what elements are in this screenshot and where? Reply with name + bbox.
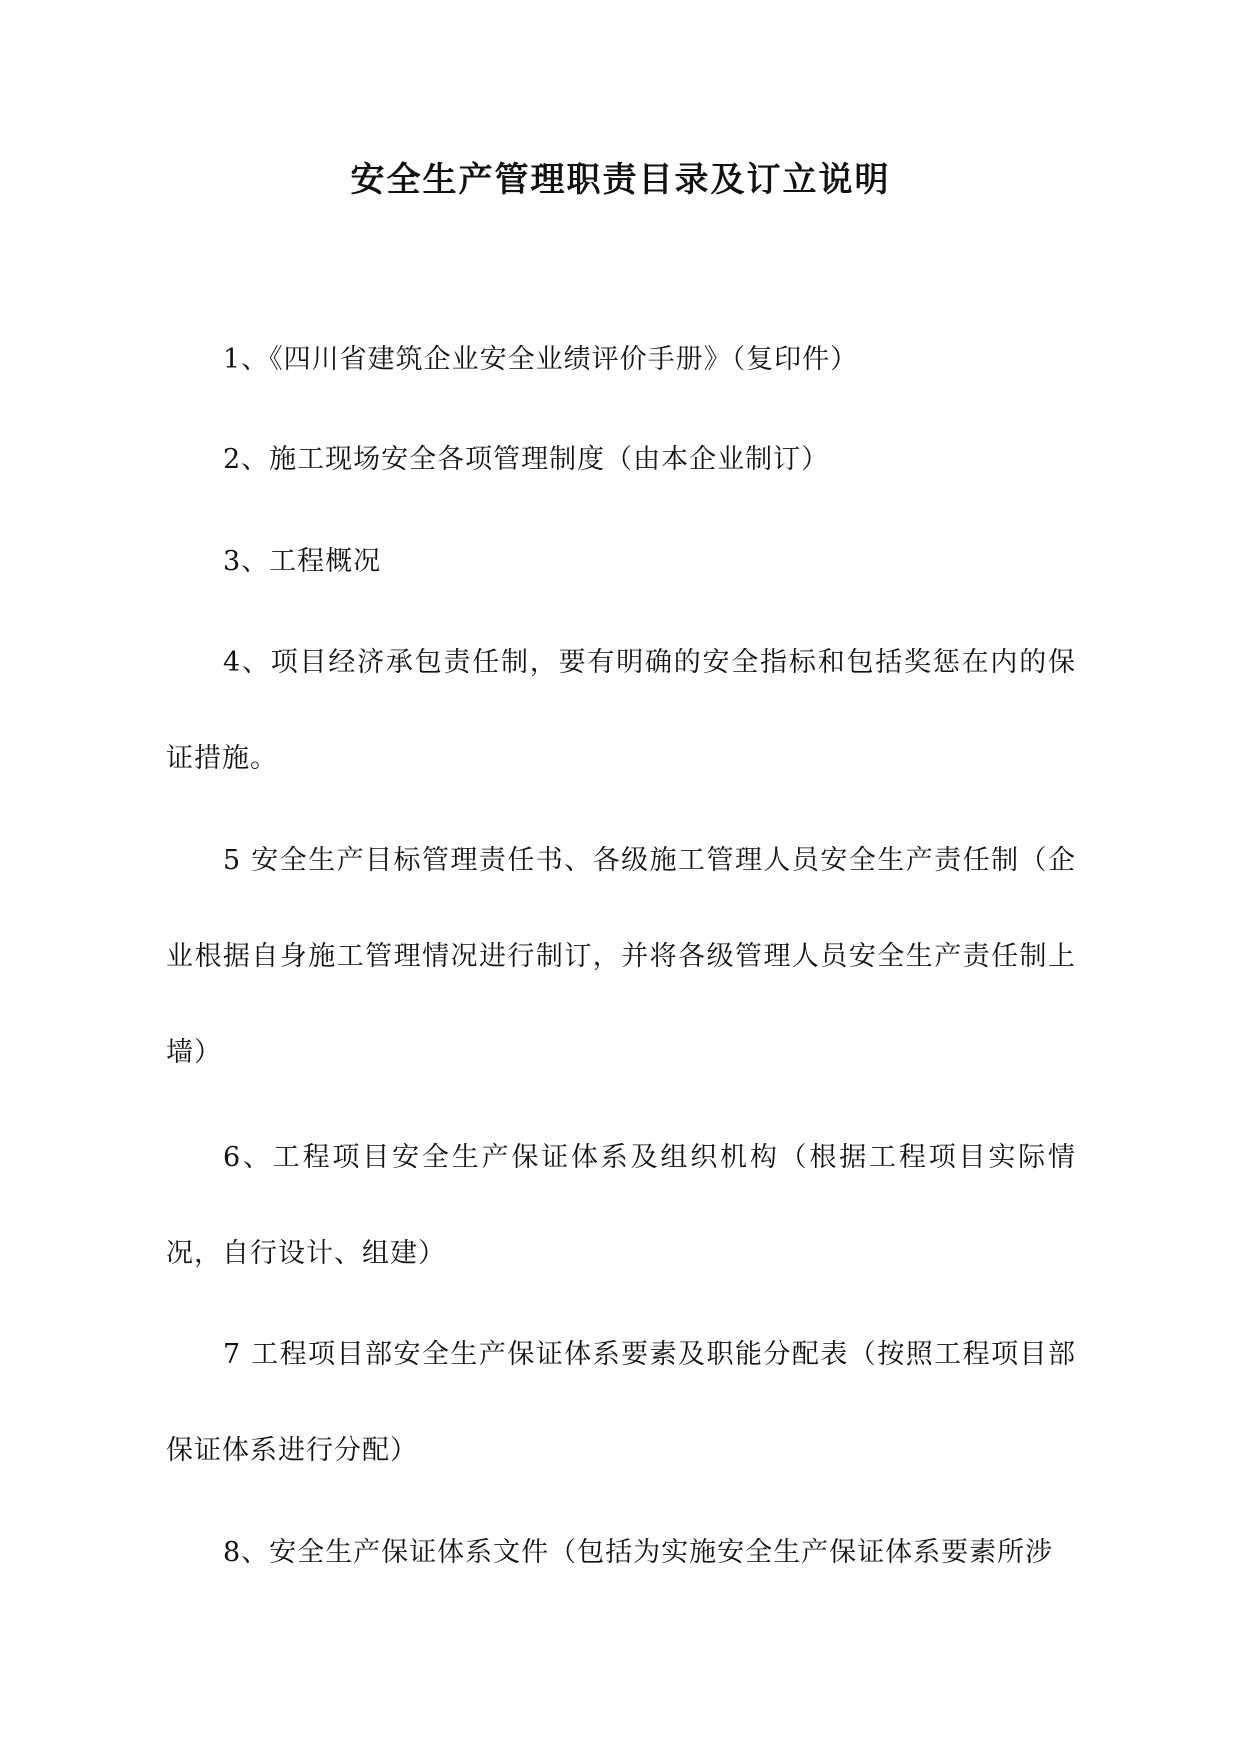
document-title: 安全生产管理职责目录及订立说明 <box>350 160 891 200</box>
list-item: 1、《四川省建筑企业安全业绩评价手册》（复印件） <box>223 344 859 375</box>
list-item: 7 工程项目部安全生产保证体系要素及职能分配表（按照工程项目部保证体系进行分配） <box>166 1339 1076 1466</box>
list-item: 3、工程概况 <box>223 546 382 577</box>
list-item: 2、施工现场安全各项管理制度（由本企业制订） <box>223 444 830 475</box>
list-item: 8、安全生产保证体系文件（包括为实施安全生产保证体系要素所涉 <box>223 1537 1054 1568</box>
list-item: 5 安全生产目标管理责任书、各级施工管理人员安全生产责任制（企业根据自身施工管理情况进行制订，并将各级管理人员安全生产责任制上墙） <box>166 845 1076 1068</box>
list-item: 4、项目经济承包责任制，要有明确的安全指标和包括奖惩在内的保证措施。 <box>166 647 1076 774</box>
list-item: 6、工程项目安全生产保证体系及组织机构（根据工程项目实际情况，自行设计、组建） <box>166 1142 1076 1269</box>
